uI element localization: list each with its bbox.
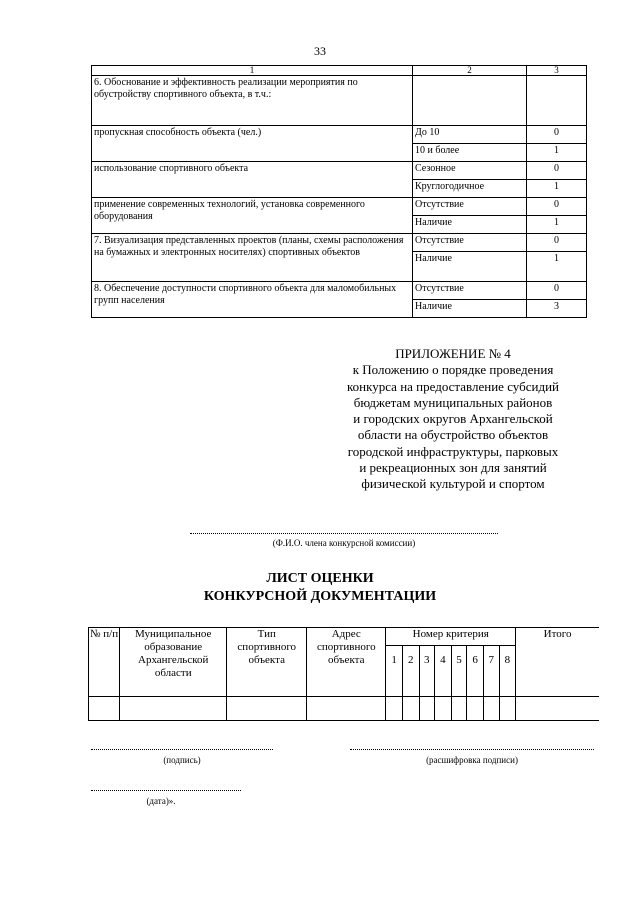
criteria-option: Круглогодичное — [413, 180, 527, 198]
eval-col-number: № п/п — [89, 628, 120, 697]
appendix-line: городской инфраструктуры, парковых — [347, 443, 559, 459]
criteria-label: применение современных технологий, установка современного оборудования — [92, 198, 413, 234]
eval-empty-cell — [516, 697, 599, 721]
appendix-line: и рекреационных зон для занятий — [359, 460, 547, 476]
eval-empty-cell — [89, 697, 120, 721]
criteria-label: пропускная способность объекта (чел.) — [92, 126, 413, 162]
eval-criterion-number: 3 — [419, 646, 435, 697]
criteria-option: 10 и более — [413, 144, 527, 162]
eval-col-criteria: Номер критерия — [386, 628, 516, 646]
criteria-option: Наличие — [413, 300, 527, 318]
appendix-line: физической культурой и спортом — [361, 476, 545, 492]
criteria-option: Отсутствие — [413, 234, 527, 252]
criteria-score: 1 — [527, 180, 587, 198]
appendix-line: и городских округов Архангельской — [353, 411, 553, 427]
criteria-score — [527, 76, 587, 126]
criteria-row — [92, 234, 587, 252]
criteria-score: 3 — [527, 300, 587, 318]
criteria-label: 7. Визуализация представленных проектов (планы, схемы расположения на бумажных и электронных носителях) спортивных объектов — [92, 234, 413, 282]
eval-criterion-number: 1 — [386, 646, 403, 697]
criteria-option: Отсутствие — [413, 198, 527, 216]
criteria-score: 0 — [527, 234, 587, 252]
document-title-line1: ЛИСТ ОЦЕНКИ — [266, 571, 374, 586]
date-line — [91, 790, 241, 791]
criteria-score: 0 — [527, 126, 587, 144]
eval-criterion-number: 2 — [402, 646, 419, 697]
criteria-label: 8. Обеспечение доступности спортивного объекта для маломобильных групп населения — [92, 282, 413, 318]
eval-empty-cell — [120, 697, 227, 721]
criteria-score: 0 — [527, 198, 587, 216]
criteria-option: До 10 — [413, 126, 527, 144]
eval-criterion-number: 4 — [435, 646, 452, 697]
eval-empty-cell — [483, 697, 499, 721]
criteria-score: 0 — [527, 162, 587, 180]
criteria-score: 1 — [527, 144, 587, 162]
criteria-header-row — [92, 66, 587, 76]
fio-caption: (Ф.И.О. члена конкурсной комиссии) — [272, 538, 416, 548]
appendix-line: бюджетам муниципальных районов — [353, 394, 553, 410]
criteria-score: 1 — [527, 252, 587, 282]
eval-empty-cell — [499, 697, 516, 721]
eval-col-municipality: Муниципальное образование Архангельской области — [120, 628, 227, 697]
criteria-header-cell: 1 — [92, 66, 413, 76]
eval-criterion-number: 6 — [467, 646, 484, 697]
signature-caption: (подпись) — [163, 755, 201, 765]
appendix-title: ПРИЛОЖЕНИЕ № 4 — [395, 346, 511, 361]
eval-col-total: Итого — [516, 628, 599, 697]
criteria-score: 1 — [527, 216, 587, 234]
eval-empty-cell — [402, 697, 419, 721]
eval-col-address: Адрес спортивного объекта — [307, 628, 386, 697]
criteria-table — [91, 65, 587, 318]
eval-empty-cell — [386, 697, 403, 721]
criteria-option — [413, 76, 527, 126]
eval-empty-cell — [419, 697, 435, 721]
signature-decode-caption: (расшифровка подписи) — [426, 755, 518, 765]
criteria-row — [92, 126, 587, 144]
criteria-option: Наличие — [413, 252, 527, 282]
document-title — [0, 570, 640, 606]
eval-empty-cell — [227, 697, 307, 721]
appendix-line: области на обустройство объектов — [357, 427, 549, 443]
signature-decode-line — [350, 749, 594, 750]
appendix-block — [312, 346, 594, 493]
date-caption: (дата)». — [146, 796, 176, 806]
eval-criterion-number: 8 — [499, 646, 516, 697]
criteria-label: использование спортивного объекта — [92, 162, 413, 198]
criteria-row — [92, 282, 587, 300]
criteria-row — [92, 76, 587, 126]
eval-col-type: Тип спортивного объекта — [227, 628, 307, 697]
eval-empty-cell — [451, 697, 467, 721]
eval-criterion-number: 7 — [483, 646, 499, 697]
criteria-label: 6. Обоснование и эффективность реализации мероприятия по обустройству спортивного объекта, в т.ч.: — [92, 76, 413, 126]
criteria-option: Наличие — [413, 216, 527, 234]
appendix-line: к Положению о порядке проведения — [352, 362, 554, 378]
eval-empty-row — [89, 697, 600, 721]
eval-empty-cell — [467, 697, 484, 721]
signature-line — [91, 749, 273, 750]
criteria-header-cell: 2 — [413, 66, 527, 76]
eval-empty-cell — [435, 697, 452, 721]
criteria-option: Сезонное — [413, 162, 527, 180]
criteria-header-cell: 3 — [527, 66, 587, 76]
evaluation-table — [88, 627, 599, 721]
eval-criterion-number: 5 — [451, 646, 467, 697]
criteria-score: 0 — [527, 282, 587, 300]
document-title-line2: КОНКУРСНОЙ ДОКУМЕНТАЦИИ — [203, 589, 437, 604]
criteria-row — [92, 162, 587, 180]
eval-empty-cell — [307, 697, 386, 721]
criteria-option: Отсутствие — [413, 282, 527, 300]
page-number: 33 — [314, 44, 326, 58]
appendix-line: конкурса на предоставление субсидий — [347, 378, 559, 394]
criteria-row — [92, 198, 587, 216]
fio-line — [190, 533, 498, 534]
